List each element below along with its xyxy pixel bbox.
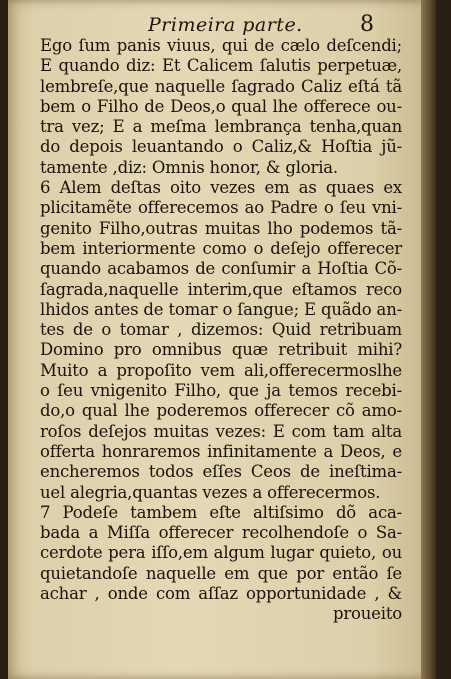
text-line: Muito a propoſito vem ali,offerecermoslhe [40,360,402,380]
text-line: Domino pro omnibus quæ retribuit mihi? [40,340,402,360]
text-line: do,o qual lhe poderemos offerecer cõ amo- [40,401,402,421]
text-line: bada a Miſſa offerecer recolhendoſe o Sa- [40,523,402,543]
catchword: proueito [332,604,402,624]
text-line: quietandoſe naquelle em que por então ſe [40,563,402,583]
text-line: do depois leuantando o Caliz,& Hoſtia jũ- [40,137,402,157]
text-line: lhidos antes de tomar o ſangue; E quãdo an- [40,299,402,319]
body-text [40,36,402,625]
text-line: bem o Filho de Deos,o qual lhe offerece ou- [40,96,402,116]
text-line: o ſeu vnigenito Filho, que ja temos recebi- [40,381,402,401]
text-line: uel alegria,quantas vezes a offerecermos. [40,482,381,502]
text-line: encheremos todos eſſes Ceos de ineſtima- [40,462,402,482]
page-number: 8 [360,12,374,37]
page-edge-shadow [421,0,436,679]
text-line: offerta honraremos infinitamente a Deos, e [40,441,402,461]
running-title: Primeira parte. [148,14,303,36]
text-line: achar , onde com aſſaz opportunidade , & [40,584,402,604]
text-line: cerdote pera iſſo,em algum lugar quieto, ou [40,543,402,563]
text-line: quando acabamos de conſumir a Hoſtia Cõ- [40,259,402,279]
text-line: ſagrada,naquelle interim,que eſtamos reco [40,279,402,299]
paragraph-start-7: 7 Podeſe tambem eſte altiſsimo dõ aca- [40,502,402,522]
text-line: Ego ſum panis viuus, qui de cælo deſcendi; [40,36,402,55]
text-line: bem interiormente como o deſejo offerecer [40,238,402,258]
text-line: lembreſe,que naquelle ſagrado Caliz eſtá tã [40,76,402,96]
text-line: genito Filho,outras muitas lho podemos tã- [40,218,402,238]
text-line: tes de o tomar , dizemos: Quid retribuam [40,320,402,340]
text-line: roſos deſejos muitas vezes: E com tam alta [40,421,402,441]
text-line: tamente ,diz: Omnis honor, & gloria. [40,157,338,177]
text-line: plicitamẽte offerecemos ao Padre o ſeu vni- [40,198,402,218]
text-line: E quando diz: Et Calicem ſalutis perpetuæ, [40,56,402,76]
paragraph-start-6: 6 Alem deſtas oito vezes em as quaes ex [40,178,402,198]
text-line: tra vez; E a meſma lembrança tenha,quan [40,117,402,137]
